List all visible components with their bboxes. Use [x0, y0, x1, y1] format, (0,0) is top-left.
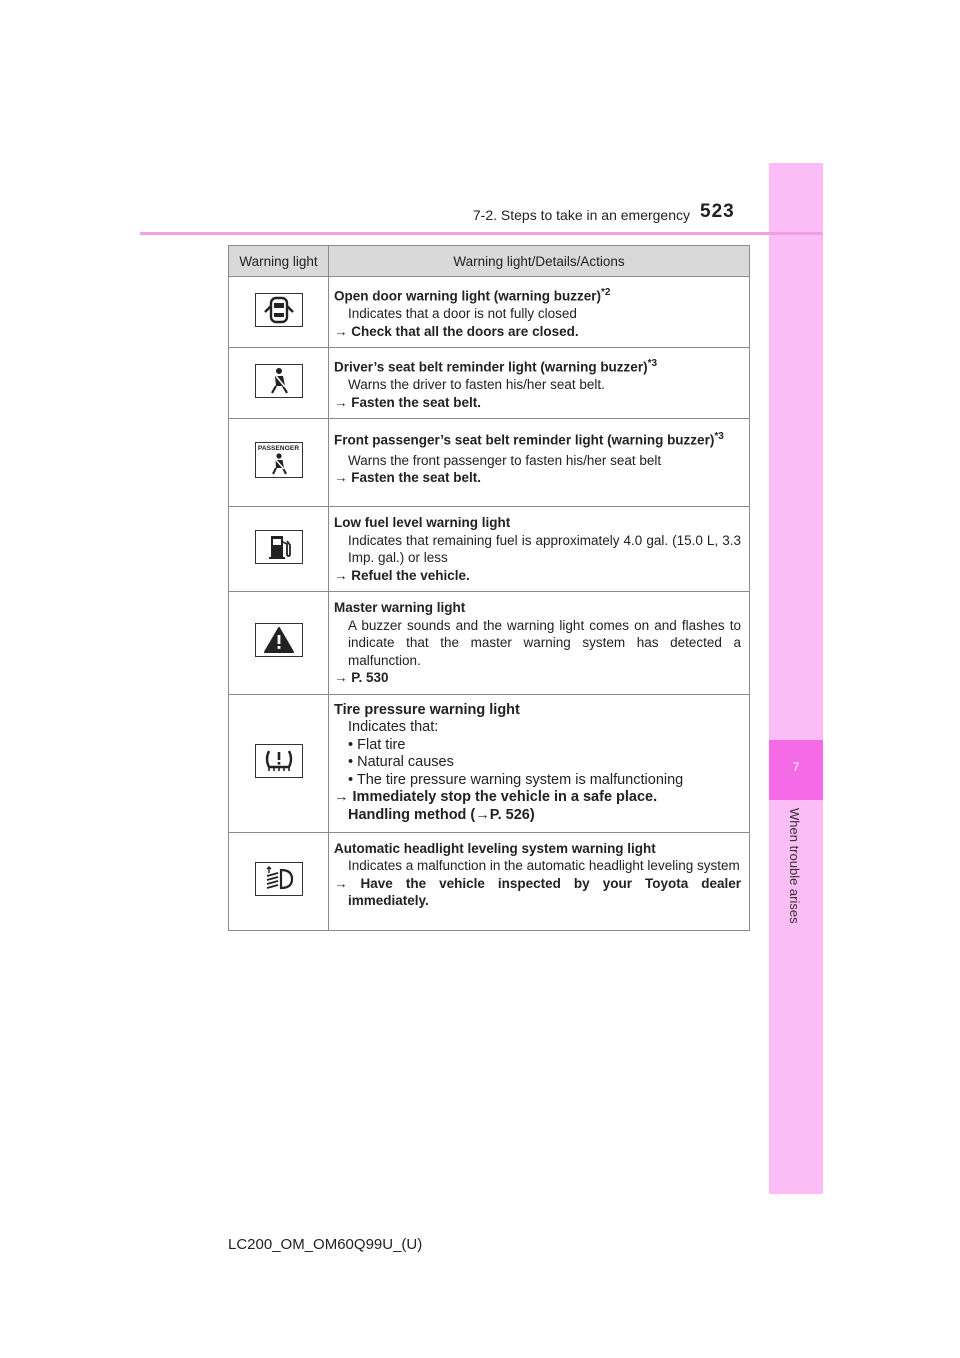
- row-details: [329, 592, 750, 695]
- headlight-leveling-icon: [255, 862, 303, 896]
- row-details: [329, 507, 750, 592]
- table-row: [229, 277, 750, 348]
- table-row: [229, 832, 750, 930]
- passenger-seat-belt-icon: [255, 442, 303, 478]
- row-details: [329, 277, 750, 348]
- item-description: Warns the front passenger to fasten his/her seat belt: [348, 452, 662, 468]
- list-item: • Natural causes: [334, 754, 741, 772]
- fuel-pump-icon: [255, 530, 303, 564]
- item-action-continued: immediately.: [348, 893, 429, 909]
- row-details: [329, 419, 750, 507]
- chapter-marker: [769, 740, 823, 800]
- table-row: [229, 348, 750, 419]
- item-title: Automatic headlight leveling system warning light: [334, 840, 656, 856]
- item-action: → P. 530: [334, 670, 389, 685]
- chapter-label: When trouble arises: [787, 808, 802, 924]
- item-description: Indicates that a door is not fully closed: [348, 306, 577, 321]
- item-action: → Immediately stop the vehicle in a safe place.: [334, 789, 658, 806]
- list-item: • The tire pressure warning system is malfunctioning: [334, 772, 741, 790]
- item-title: Open door warning light (warning buzzer)$^{*2}$: [334, 287, 611, 304]
- item-title: Tire pressure warning light: [334, 701, 520, 718]
- item-action: → Have the vehicle inspected by your Toyota dealer: [334, 875, 741, 891]
- row-details: [329, 832, 750, 930]
- tire-pressure-icon: [255, 744, 303, 778]
- list-item: • Flat tire: [334, 737, 741, 755]
- item-action: → Refuel the vehicle.: [334, 567, 470, 583]
- document-code: LC200_OM_OM60Q99U_(U): [228, 1236, 423, 1253]
- page-number: 523: [700, 201, 735, 222]
- master-warning-icon: [255, 623, 303, 657]
- table-row: [229, 694, 750, 832]
- header-rule: [140, 232, 823, 235]
- item-title: Master warning light: [334, 600, 466, 615]
- item-description: Warns the driver to fasten his/her seat belt.: [348, 377, 605, 392]
- item-description: Indicates that:: [348, 719, 439, 736]
- item-description: A buzzer sounds and the warning light comes on and flashes to indicate that the master warning system has detected a malfunction.: [348, 617, 741, 668]
- item-title: Low fuel level warning light: [334, 515, 511, 530]
- chapter-number: 7: [792, 760, 800, 774]
- item-action: → Fasten the seat belt.: [334, 470, 482, 485]
- open-door-icon: [255, 293, 303, 327]
- item-description: Indicates a malfunction in the automatic headlight leveling system: [348, 858, 740, 874]
- column-header-details: Warning light/Details/Actions: [329, 246, 750, 277]
- table-row: [229, 419, 750, 507]
- item-action: → Check that all the doors are closed.: [334, 323, 579, 339]
- item-title: Driver’s seat belt reminder light (warning buzzer)$^{*3}$: [334, 358, 658, 375]
- item-description: Indicates that remaining fuel is approximately 4.0 gal. (15.0 L, 3.3 Imp. gal.) or less: [348, 532, 741, 565]
- row-details: [329, 348, 750, 419]
- table-header-row: [229, 246, 750, 277]
- section-title: 7-2. Steps to take in an emergency: [472, 207, 690, 223]
- warning-light-table: [228, 245, 750, 931]
- row-details: [329, 694, 750, 832]
- side-tab: [769, 163, 823, 1194]
- passenger-label: PASSENGER: [257, 445, 300, 452]
- seat-belt-icon: [255, 364, 303, 398]
- table-row: [229, 507, 750, 592]
- item-action: → Fasten the seat belt.: [334, 394, 482, 410]
- item-action-continued: Handling method (→P. 526): [348, 807, 535, 824]
- column-header-icon: Warning light: [229, 246, 329, 277]
- table-row: [229, 592, 750, 695]
- item-title: Front passenger’s seat belt reminder light (warning buzzer)$^{*3}$: [334, 431, 724, 448]
